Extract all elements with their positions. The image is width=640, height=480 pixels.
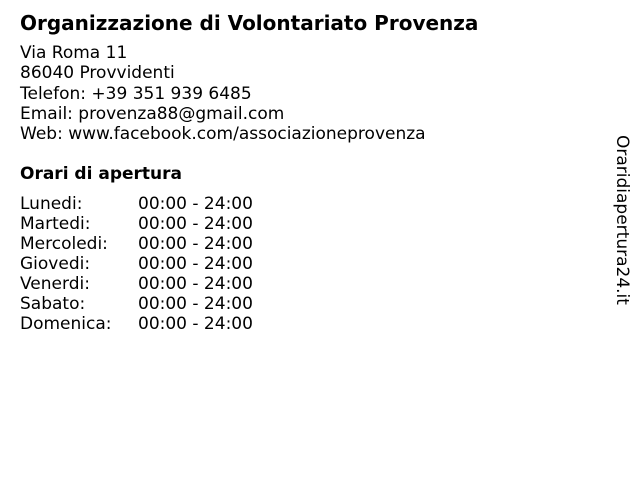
hours-day: Domenica: (20, 314, 112, 334)
hours-day: Sabato: (20, 294, 86, 314)
hours-day: Lunedi: (20, 194, 83, 214)
contact-block (20, 43, 426, 144)
contact-email: Email: provenza88@gmail.com (20, 103, 285, 124)
hours-row-tuesday (20, 214, 280, 234)
hours-day: Martedi: (20, 214, 91, 234)
site-watermark: Oraridiapertura24.it (612, 135, 632, 305)
hours-day: Giovedi: (20, 254, 91, 274)
hours-heading: Orari di apertura (20, 164, 182, 184)
hours-table (20, 194, 280, 334)
hours-row-thursday (20, 254, 280, 274)
contact-phone: Telefon: +39 351 939 6485 (20, 83, 252, 104)
hours-row-wednesday (20, 234, 280, 254)
hours-time: 00:00 - 24:00 (138, 194, 253, 214)
hours-row-sunday (20, 314, 280, 334)
hours-row-friday (20, 274, 280, 294)
contact-web: Web: www.facebook.com/associazioneprovenza (20, 124, 426, 145)
hours-day: Mercoledi: (20, 234, 108, 254)
hours-time: 00:00 - 24:00 (138, 274, 253, 294)
contact-street: Via Roma 11 (20, 43, 128, 63)
hours-time: 00:00 - 24:00 (138, 214, 253, 234)
hours-day: Venerdi: (20, 274, 90, 294)
hours-time: 00:00 - 24:00 (138, 314, 253, 334)
hours-time: 00:00 - 24:00 (138, 234, 253, 254)
hours-time: 00:00 - 24:00 (138, 294, 253, 314)
hours-time: 00:00 - 24:00 (138, 254, 253, 274)
organization-name: Organizzazione di Volontariato Provenza (20, 11, 479, 35)
contact-city: 86040 Provvidenti (20, 63, 175, 84)
hours-row-monday (20, 194, 280, 214)
hours-row-saturday (20, 294, 280, 314)
